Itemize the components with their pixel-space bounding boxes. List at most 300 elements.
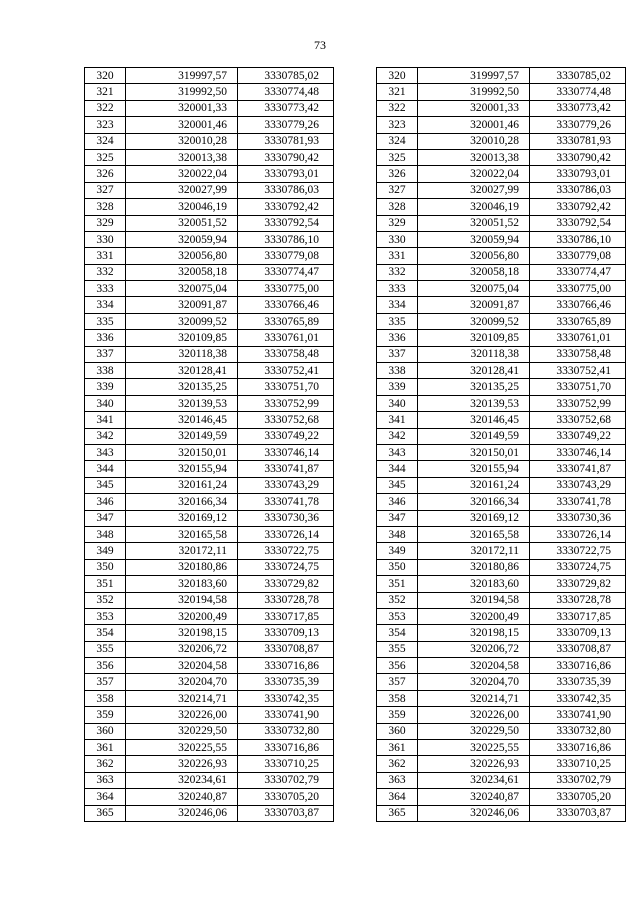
point-number-cell: 345 <box>85 477 126 493</box>
y-coordinate-cell: 3330774,47 <box>530 264 626 280</box>
x-coordinate-cell: 320155,94 <box>418 461 530 477</box>
table-row <box>377 379 626 395</box>
y-coordinate-cell: 3330705,20 <box>238 789 334 805</box>
y-coordinate-cell: 3330792,54 <box>238 215 334 231</box>
x-coordinate-cell: 319992,50 <box>126 84 238 100</box>
point-number-cell: 324 <box>85 133 126 149</box>
table-row <box>377 68 626 84</box>
y-coordinate-cell: 3330730,36 <box>530 510 626 526</box>
x-coordinate-cell: 320225,55 <box>126 740 238 756</box>
y-coordinate-cell: 3330773,42 <box>238 100 334 116</box>
y-coordinate-cell: 3330724,75 <box>530 559 626 575</box>
y-coordinate-cell: 3330702,79 <box>238 772 334 788</box>
point-number-cell: 347 <box>85 510 126 526</box>
point-number-cell: 344 <box>85 461 126 477</box>
x-coordinate-cell: 320099,52 <box>126 313 238 329</box>
x-coordinate-cell: 320226,00 <box>418 707 530 723</box>
x-coordinate-cell: 320204,58 <box>418 658 530 674</box>
y-coordinate-cell: 3330732,80 <box>530 723 626 739</box>
x-coordinate-cell: 320246,06 <box>126 805 238 821</box>
point-number-cell: 322 <box>85 100 126 116</box>
point-number-cell: 360 <box>85 723 126 739</box>
table-row <box>377 133 626 149</box>
table-row <box>377 510 626 526</box>
table-row <box>85 723 334 739</box>
y-coordinate-cell: 3330716,86 <box>530 740 626 756</box>
y-coordinate-cell: 3330709,13 <box>238 625 334 641</box>
y-coordinate-cell: 3330786,10 <box>530 231 626 247</box>
point-number-cell: 320 <box>377 68 418 84</box>
x-coordinate-cell: 320226,93 <box>126 756 238 772</box>
coordinates-table-right <box>376 67 626 822</box>
point-number-cell: 335 <box>377 313 418 329</box>
x-coordinate-cell: 320109,85 <box>126 330 238 346</box>
table-row <box>85 231 334 247</box>
y-coordinate-cell: 3330793,01 <box>530 166 626 182</box>
table-row <box>85 117 334 133</box>
table-row <box>377 84 626 100</box>
x-coordinate-cell: 320161,24 <box>126 477 238 493</box>
x-coordinate-cell: 320022,04 <box>126 166 238 182</box>
point-number-cell: 342 <box>377 428 418 444</box>
y-coordinate-cell: 3330765,89 <box>530 313 626 329</box>
y-coordinate-cell: 3330774,48 <box>530 84 626 100</box>
table-row <box>85 592 334 608</box>
x-coordinate-cell: 320194,58 <box>418 592 530 608</box>
y-coordinate-cell: 3330743,29 <box>530 477 626 493</box>
table-row <box>377 789 626 805</box>
y-coordinate-cell: 3330729,82 <box>238 576 334 592</box>
table-row <box>85 330 334 346</box>
point-number-cell: 322 <box>377 100 418 116</box>
point-number-cell: 331 <box>85 248 126 264</box>
point-number-cell: 354 <box>85 625 126 641</box>
point-number-cell: 355 <box>85 641 126 657</box>
x-coordinate-cell: 320229,50 <box>418 723 530 739</box>
y-coordinate-cell: 3330746,14 <box>238 444 334 460</box>
point-number-cell: 326 <box>377 166 418 182</box>
y-coordinate-cell: 3330779,26 <box>530 117 626 133</box>
y-coordinate-cell: 3330775,00 <box>238 281 334 297</box>
point-number-cell: 324 <box>377 133 418 149</box>
table-row <box>377 264 626 280</box>
point-number-cell: 340 <box>377 395 418 411</box>
table-row <box>377 756 626 772</box>
table-row <box>377 707 626 723</box>
x-coordinate-cell: 320166,34 <box>418 494 530 510</box>
point-number-cell: 363 <box>377 772 418 788</box>
y-coordinate-cell: 3330735,39 <box>530 674 626 690</box>
table-row <box>85 526 334 542</box>
y-coordinate-cell: 3330779,26 <box>238 117 334 133</box>
table-row <box>377 100 626 116</box>
point-number-cell: 351 <box>377 576 418 592</box>
x-coordinate-cell: 320091,87 <box>418 297 530 313</box>
table-row <box>85 428 334 444</box>
table-row <box>85 412 334 428</box>
point-number-cell: 333 <box>85 281 126 297</box>
y-coordinate-cell: 3330708,87 <box>530 641 626 657</box>
point-number-cell: 338 <box>85 363 126 379</box>
x-coordinate-cell: 320240,87 <box>126 789 238 805</box>
table-row <box>377 297 626 313</box>
x-coordinate-cell: 320165,58 <box>126 526 238 542</box>
table-row <box>377 444 626 460</box>
point-number-cell: 326 <box>85 166 126 182</box>
point-number-cell: 350 <box>85 559 126 575</box>
y-coordinate-cell: 3330702,79 <box>530 772 626 788</box>
table-row <box>85 182 334 198</box>
y-coordinate-cell: 3330781,93 <box>530 133 626 149</box>
table-row <box>85 510 334 526</box>
table-row <box>377 412 626 428</box>
x-coordinate-cell: 320059,94 <box>126 231 238 247</box>
y-coordinate-cell: 3330729,82 <box>530 576 626 592</box>
table-row <box>377 363 626 379</box>
x-coordinate-cell: 319992,50 <box>418 84 530 100</box>
point-number-cell: 365 <box>377 805 418 821</box>
y-coordinate-cell: 3330732,80 <box>238 723 334 739</box>
point-number-cell: 355 <box>377 641 418 657</box>
table-row <box>377 740 626 756</box>
y-coordinate-cell: 3330752,41 <box>238 363 334 379</box>
table-row <box>85 543 334 559</box>
point-number-cell: 364 <box>377 789 418 805</box>
point-number-cell: 323 <box>377 117 418 133</box>
table-row <box>377 625 626 641</box>
y-coordinate-cell: 3330730,36 <box>238 510 334 526</box>
point-number-cell: 354 <box>377 625 418 641</box>
x-coordinate-cell: 320022,04 <box>418 166 530 182</box>
y-coordinate-cell: 3330751,70 <box>530 379 626 395</box>
table-row <box>85 740 334 756</box>
y-coordinate-cell: 3330752,99 <box>238 395 334 411</box>
y-coordinate-cell: 3330766,46 <box>238 297 334 313</box>
point-number-cell: 332 <box>85 264 126 280</box>
table-row <box>85 215 334 231</box>
table-row <box>85 756 334 772</box>
point-number-cell: 330 <box>377 231 418 247</box>
point-number-cell: 362 <box>377 756 418 772</box>
point-number-cell: 333 <box>377 281 418 297</box>
point-number-cell: 343 <box>85 444 126 460</box>
y-coordinate-cell: 3330779,08 <box>530 248 626 264</box>
point-number-cell: 329 <box>85 215 126 231</box>
table-row <box>377 117 626 133</box>
point-number-cell: 352 <box>377 592 418 608</box>
y-coordinate-cell: 3330728,78 <box>238 592 334 608</box>
x-coordinate-cell: 320161,24 <box>418 477 530 493</box>
x-coordinate-cell: 320027,99 <box>418 182 530 198</box>
point-number-cell: 328 <box>85 199 126 215</box>
table-row <box>85 494 334 510</box>
point-number-cell: 332 <box>377 264 418 280</box>
point-number-cell: 360 <box>377 723 418 739</box>
point-number-cell: 358 <box>377 690 418 706</box>
table-row <box>85 559 334 575</box>
table-row <box>377 494 626 510</box>
table-row <box>377 231 626 247</box>
point-number-cell: 357 <box>85 674 126 690</box>
y-coordinate-cell: 3330774,48 <box>238 84 334 100</box>
y-coordinate-cell: 3330716,86 <box>530 658 626 674</box>
x-coordinate-cell: 320165,58 <box>418 526 530 542</box>
y-coordinate-cell: 3330726,14 <box>530 526 626 542</box>
table-row <box>85 379 334 395</box>
x-coordinate-cell: 320056,80 <box>418 248 530 264</box>
y-coordinate-cell: 3330751,70 <box>238 379 334 395</box>
y-coordinate-cell: 3330790,42 <box>238 149 334 165</box>
table-row <box>377 805 626 821</box>
x-coordinate-cell: 320204,70 <box>418 674 530 690</box>
point-number-cell: 351 <box>85 576 126 592</box>
table-row <box>377 526 626 542</box>
point-number-cell: 320 <box>85 68 126 84</box>
table-row <box>85 658 334 674</box>
x-coordinate-cell: 320010,28 <box>418 133 530 149</box>
table-row <box>85 772 334 788</box>
table-row <box>85 395 334 411</box>
point-number-cell: 336 <box>85 330 126 346</box>
x-coordinate-cell: 320155,94 <box>126 461 238 477</box>
x-coordinate-cell: 320206,72 <box>126 641 238 657</box>
table-row <box>377 149 626 165</box>
point-number-cell: 348 <box>377 526 418 542</box>
y-coordinate-cell: 3330741,78 <box>238 494 334 510</box>
x-coordinate-cell: 320128,41 <box>126 363 238 379</box>
table-row <box>377 608 626 624</box>
x-coordinate-cell: 320001,33 <box>126 100 238 116</box>
point-number-cell: 330 <box>85 231 126 247</box>
y-coordinate-cell: 3330785,02 <box>238 68 334 84</box>
y-coordinate-cell: 3330761,01 <box>530 330 626 346</box>
x-coordinate-cell: 320169,12 <box>126 510 238 526</box>
y-coordinate-cell: 3330749,22 <box>530 428 626 444</box>
y-coordinate-cell: 3330785,02 <box>530 68 626 84</box>
point-number-cell: 323 <box>85 117 126 133</box>
table-row <box>85 133 334 149</box>
point-number-cell: 362 <box>85 756 126 772</box>
y-coordinate-cell: 3330742,35 <box>238 690 334 706</box>
table-row <box>377 248 626 264</box>
point-number-cell: 349 <box>85 543 126 559</box>
x-coordinate-cell: 320206,72 <box>418 641 530 657</box>
table-row <box>377 690 626 706</box>
x-coordinate-cell: 320225,55 <box>418 740 530 756</box>
x-coordinate-cell: 320180,86 <box>126 559 238 575</box>
x-coordinate-cell: 320139,53 <box>418 395 530 411</box>
x-coordinate-cell: 320166,34 <box>126 494 238 510</box>
y-coordinate-cell: 3330752,99 <box>530 395 626 411</box>
x-coordinate-cell: 320046,19 <box>126 199 238 215</box>
y-coordinate-cell: 3330743,29 <box>238 477 334 493</box>
x-coordinate-cell: 320180,86 <box>418 559 530 575</box>
x-coordinate-cell: 320135,25 <box>418 379 530 395</box>
y-coordinate-cell: 3330710,25 <box>530 756 626 772</box>
point-number-cell: 329 <box>377 215 418 231</box>
table-row <box>85 84 334 100</box>
y-coordinate-cell: 3330724,75 <box>238 559 334 575</box>
point-number-cell: 339 <box>85 379 126 395</box>
table-row <box>377 428 626 444</box>
y-coordinate-cell: 3330741,78 <box>530 494 626 510</box>
x-coordinate-cell: 320046,19 <box>418 199 530 215</box>
point-number-cell: 337 <box>85 346 126 362</box>
y-coordinate-cell: 3330709,13 <box>530 625 626 641</box>
table-row <box>377 346 626 362</box>
x-coordinate-cell: 320059,94 <box>418 231 530 247</box>
point-number-cell: 340 <box>85 395 126 411</box>
x-coordinate-cell: 320058,18 <box>418 264 530 280</box>
x-coordinate-cell: 320075,04 <box>418 281 530 297</box>
y-coordinate-cell: 3330752,41 <box>530 363 626 379</box>
x-coordinate-cell: 320246,06 <box>418 805 530 821</box>
point-number-cell: 363 <box>85 772 126 788</box>
table-row <box>85 690 334 706</box>
x-coordinate-cell: 320198,15 <box>126 625 238 641</box>
table-row <box>377 182 626 198</box>
point-number-cell: 341 <box>85 412 126 428</box>
point-number-cell: 321 <box>377 84 418 100</box>
table-row <box>85 264 334 280</box>
x-coordinate-cell: 320149,59 <box>126 428 238 444</box>
x-coordinate-cell: 320001,46 <box>126 117 238 133</box>
point-number-cell: 334 <box>85 297 126 313</box>
y-coordinate-cell: 3330765,89 <box>238 313 334 329</box>
table-row <box>85 707 334 723</box>
x-coordinate-cell: 320075,04 <box>126 281 238 297</box>
x-coordinate-cell: 320169,12 <box>418 510 530 526</box>
x-coordinate-cell: 320204,58 <box>126 658 238 674</box>
table-row <box>377 772 626 788</box>
point-number-cell: 327 <box>85 182 126 198</box>
table-row <box>377 658 626 674</box>
table-row <box>85 100 334 116</box>
point-number-cell: 342 <box>85 428 126 444</box>
table-row <box>377 723 626 739</box>
x-coordinate-cell: 319997,57 <box>126 68 238 84</box>
coordinates-table-body <box>85 68 334 822</box>
table-row <box>85 149 334 165</box>
y-coordinate-cell: 3330792,42 <box>238 199 334 215</box>
x-coordinate-cell: 320226,93 <box>418 756 530 772</box>
y-coordinate-cell: 3330703,87 <box>530 805 626 821</box>
table-row <box>85 641 334 657</box>
y-coordinate-cell: 3330746,14 <box>530 444 626 460</box>
point-number-cell: 353 <box>85 608 126 624</box>
point-number-cell: 364 <box>85 789 126 805</box>
point-number-cell: 356 <box>377 658 418 674</box>
y-coordinate-cell: 3330728,78 <box>530 592 626 608</box>
x-coordinate-cell: 320234,61 <box>126 772 238 788</box>
y-coordinate-cell: 3330775,00 <box>530 281 626 297</box>
point-number-cell: 353 <box>377 608 418 624</box>
x-coordinate-cell: 320200,49 <box>418 608 530 624</box>
point-number-cell: 343 <box>377 444 418 460</box>
point-number-cell: 358 <box>85 690 126 706</box>
y-coordinate-cell: 3330716,86 <box>238 658 334 674</box>
point-number-cell: 334 <box>377 297 418 313</box>
x-coordinate-cell: 320150,01 <box>418 444 530 460</box>
table-row <box>85 674 334 690</box>
x-coordinate-cell: 320056,80 <box>126 248 238 264</box>
point-number-cell: 338 <box>377 363 418 379</box>
table-row <box>377 313 626 329</box>
y-coordinate-cell: 3330793,01 <box>238 166 334 182</box>
table-row <box>85 805 334 821</box>
point-number-cell: 361 <box>377 740 418 756</box>
x-coordinate-cell: 320013,38 <box>418 149 530 165</box>
point-number-cell: 328 <box>377 199 418 215</box>
x-coordinate-cell: 320051,52 <box>418 215 530 231</box>
page-number: 73 <box>314 38 326 52</box>
table-row <box>377 461 626 477</box>
table-row <box>377 641 626 657</box>
x-coordinate-cell: 320109,85 <box>418 330 530 346</box>
table-row <box>377 674 626 690</box>
x-coordinate-cell: 320139,53 <box>126 395 238 411</box>
y-coordinate-cell: 3330716,86 <box>238 740 334 756</box>
x-coordinate-cell: 320118,38 <box>418 346 530 362</box>
point-number-cell: 365 <box>85 805 126 821</box>
point-number-cell: 361 <box>85 740 126 756</box>
point-number-cell: 321 <box>85 84 126 100</box>
table-row <box>377 559 626 575</box>
x-coordinate-cell: 320183,60 <box>126 576 238 592</box>
x-coordinate-cell: 320051,52 <box>126 215 238 231</box>
point-number-cell: 350 <box>377 559 418 575</box>
x-coordinate-cell: 320118,38 <box>126 346 238 362</box>
x-coordinate-cell: 320172,11 <box>418 543 530 559</box>
point-number-cell: 349 <box>377 543 418 559</box>
table-row <box>377 215 626 231</box>
point-number-cell: 352 <box>85 592 126 608</box>
y-coordinate-cell: 3330741,87 <box>238 461 334 477</box>
y-coordinate-cell: 3330779,08 <box>238 248 334 264</box>
table-row <box>377 199 626 215</box>
x-coordinate-cell: 320234,61 <box>418 772 530 788</box>
table-row <box>85 625 334 641</box>
x-coordinate-cell: 320194,58 <box>126 592 238 608</box>
x-coordinate-cell: 320200,49 <box>126 608 238 624</box>
x-coordinate-cell: 320183,60 <box>418 576 530 592</box>
point-number-cell: 325 <box>377 149 418 165</box>
table-row <box>85 297 334 313</box>
y-coordinate-cell: 3330722,75 <box>530 543 626 559</box>
y-coordinate-cell: 3330749,22 <box>238 428 334 444</box>
table-row <box>85 608 334 624</box>
x-coordinate-cell: 320128,41 <box>418 363 530 379</box>
point-number-cell: 346 <box>85 494 126 510</box>
point-number-cell: 359 <box>377 707 418 723</box>
y-coordinate-cell: 3330781,93 <box>238 133 334 149</box>
x-coordinate-cell: 320146,45 <box>418 412 530 428</box>
table-row <box>85 199 334 215</box>
table-row <box>377 592 626 608</box>
x-coordinate-cell: 320146,45 <box>126 412 238 428</box>
y-coordinate-cell: 3330790,42 <box>530 149 626 165</box>
table-row <box>377 576 626 592</box>
table-row <box>85 576 334 592</box>
table-row <box>85 248 334 264</box>
y-coordinate-cell: 3330742,35 <box>530 690 626 706</box>
y-coordinate-cell: 3330786,03 <box>530 182 626 198</box>
point-number-cell: 356 <box>85 658 126 674</box>
table-row <box>85 363 334 379</box>
y-coordinate-cell: 3330717,85 <box>530 608 626 624</box>
x-coordinate-cell: 320226,00 <box>126 707 238 723</box>
y-coordinate-cell: 3330786,10 <box>238 231 334 247</box>
